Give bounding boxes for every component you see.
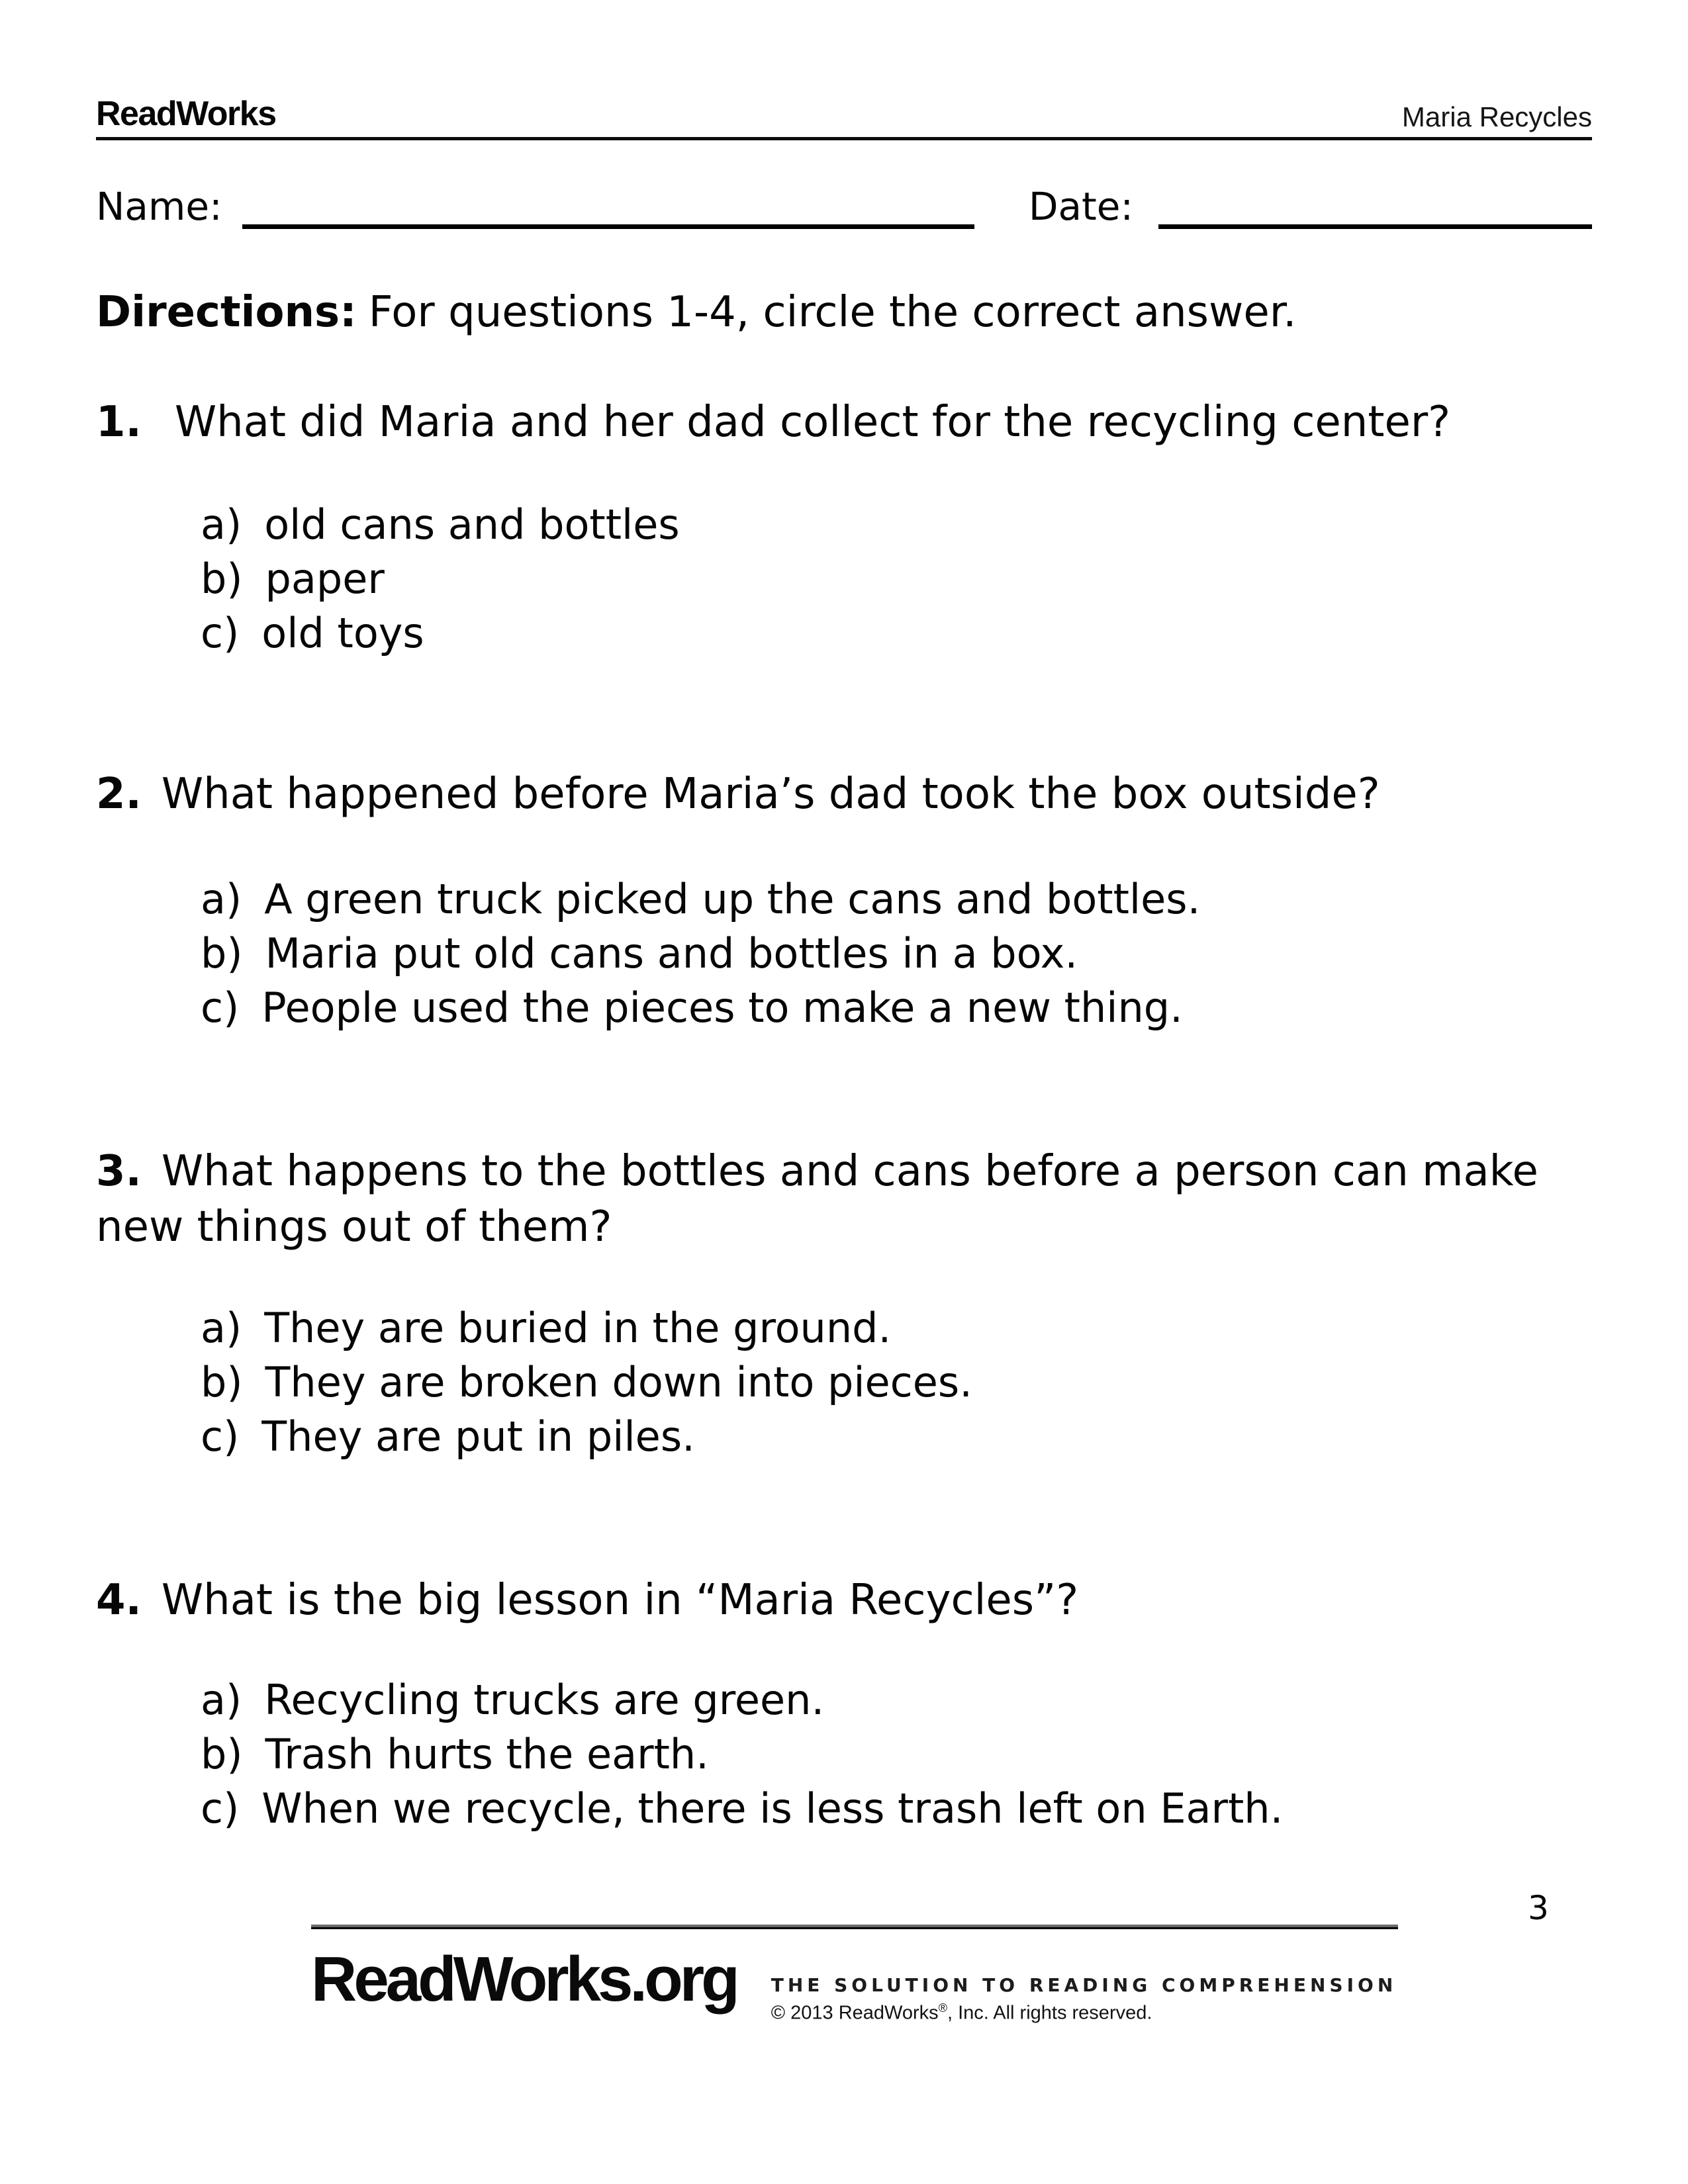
option-label: a): [201, 875, 242, 923]
question-1-options: [201, 498, 680, 660]
option-text: A green truck picked up the cans and bottles.: [264, 875, 1201, 923]
question-2-option-c[interactable]: [201, 981, 1200, 1035]
option-label: b): [201, 1358, 243, 1406]
name-blank-line[interactable]: [242, 220, 974, 229]
option-label: c): [201, 1784, 240, 1833]
question-3-text: What happens to the bottles and cans before a person can make new things out of them?: [96, 1147, 1538, 1251]
option-label: b): [201, 929, 243, 978]
option-text: They are broken down into pieces.: [265, 1358, 972, 1406]
option-label: b): [201, 555, 243, 603]
option-text: old toys: [261, 609, 424, 657]
question-3-options: [201, 1301, 972, 1464]
option-label: a): [201, 500, 242, 549]
option-text: Recycling trucks are green.: [264, 1676, 825, 1724]
footer-row: [311, 1944, 1398, 2025]
question-4-option-a[interactable]: [201, 1673, 1283, 1727]
document-title: Maria Recycles: [1401, 101, 1592, 132]
readworks-org-logo: ReadWorks.org: [311, 1944, 737, 2015]
date-blank-line[interactable]: [1158, 220, 1592, 229]
option-text: People used the pieces to make a new thing.: [261, 983, 1183, 1032]
option-label: a): [201, 1676, 242, 1724]
option-label: c): [201, 1412, 240, 1461]
footer-rule: [311, 1925, 1398, 1929]
question-4-option-c[interactable]: [201, 1782, 1283, 1836]
question-1-option-b[interactable]: [201, 552, 680, 606]
question-3-number: 3.: [96, 1147, 142, 1196]
registered-trademark-mark: ®: [938, 2001, 947, 2015]
footer-right-column: [771, 1974, 1397, 2025]
question-3-option-c[interactable]: [201, 1410, 972, 1464]
option-text: They are put in piles.: [261, 1412, 695, 1461]
question-4-options: [201, 1673, 1283, 1836]
question-1-text: What did Maria and her dad collect for the recycling center?: [174, 398, 1451, 447]
question-3-option-a[interactable]: [201, 1301, 972, 1355]
question-2: [96, 766, 1592, 822]
option-label: a): [201, 1304, 242, 1352]
option-text: Maria put old cans and bottles in a box.: [265, 929, 1078, 978]
directions: [96, 285, 1592, 340]
directions-label: Directions:: [96, 288, 357, 337]
question-2-options: [201, 872, 1200, 1035]
option-text: old cans and bottles: [264, 500, 680, 549]
question-2-option-a[interactable]: [201, 872, 1200, 927]
directions-text: For questions 1-4, circle the correct answer.: [368, 288, 1297, 337]
option-label: c): [201, 609, 240, 657]
name-date-row: [96, 184, 1592, 230]
question-1-option-c[interactable]: [201, 606, 680, 660]
footer-tagline: THE SOLUTION TO READING COMPREHENSION: [771, 1974, 1397, 1996]
date-label: Date:: [1028, 184, 1133, 229]
question-4-number: 4.: [96, 1576, 142, 1625]
copyright-prefix: © 2013 ReadWorks: [771, 2002, 939, 2024]
option-label: c): [201, 983, 240, 1032]
question-2-option-b[interactable]: [201, 927, 1200, 981]
option-text: paper: [265, 555, 385, 603]
option-text: When we recycle, there is less trash left on Earth.: [261, 1784, 1284, 1833]
question-3: [96, 1144, 1552, 1255]
question-1-option-a[interactable]: [201, 498, 680, 552]
page-header: [96, 97, 1592, 140]
option-label: b): [201, 1730, 243, 1778]
footer-copyright: [771, 2001, 1397, 2025]
copyright-suffix: , Inc. All rights reserved.: [947, 2002, 1152, 2024]
question-4-text: What is the big lesson in “Maria Recycles”?: [161, 1576, 1079, 1625]
question-4: [96, 1572, 1592, 1628]
page-number: 3: [1528, 1889, 1549, 1927]
question-2-number: 2.: [96, 770, 142, 819]
question-2-text: What happened before Maria’s dad took the box outside?: [161, 770, 1380, 819]
page-footer: [311, 1925, 1398, 2025]
option-text: Trash hurts the earth.: [265, 1730, 709, 1778]
question-1-number: 1.: [96, 398, 142, 447]
name-label: Name:: [96, 184, 222, 229]
readworks-logo: ReadWorks: [96, 95, 276, 133]
question-4-option-b[interactable]: [201, 1727, 1283, 1782]
question-3-option-b[interactable]: [201, 1355, 972, 1410]
option-text: They are buried in the ground.: [264, 1304, 892, 1352]
question-1: [96, 394, 1592, 450]
